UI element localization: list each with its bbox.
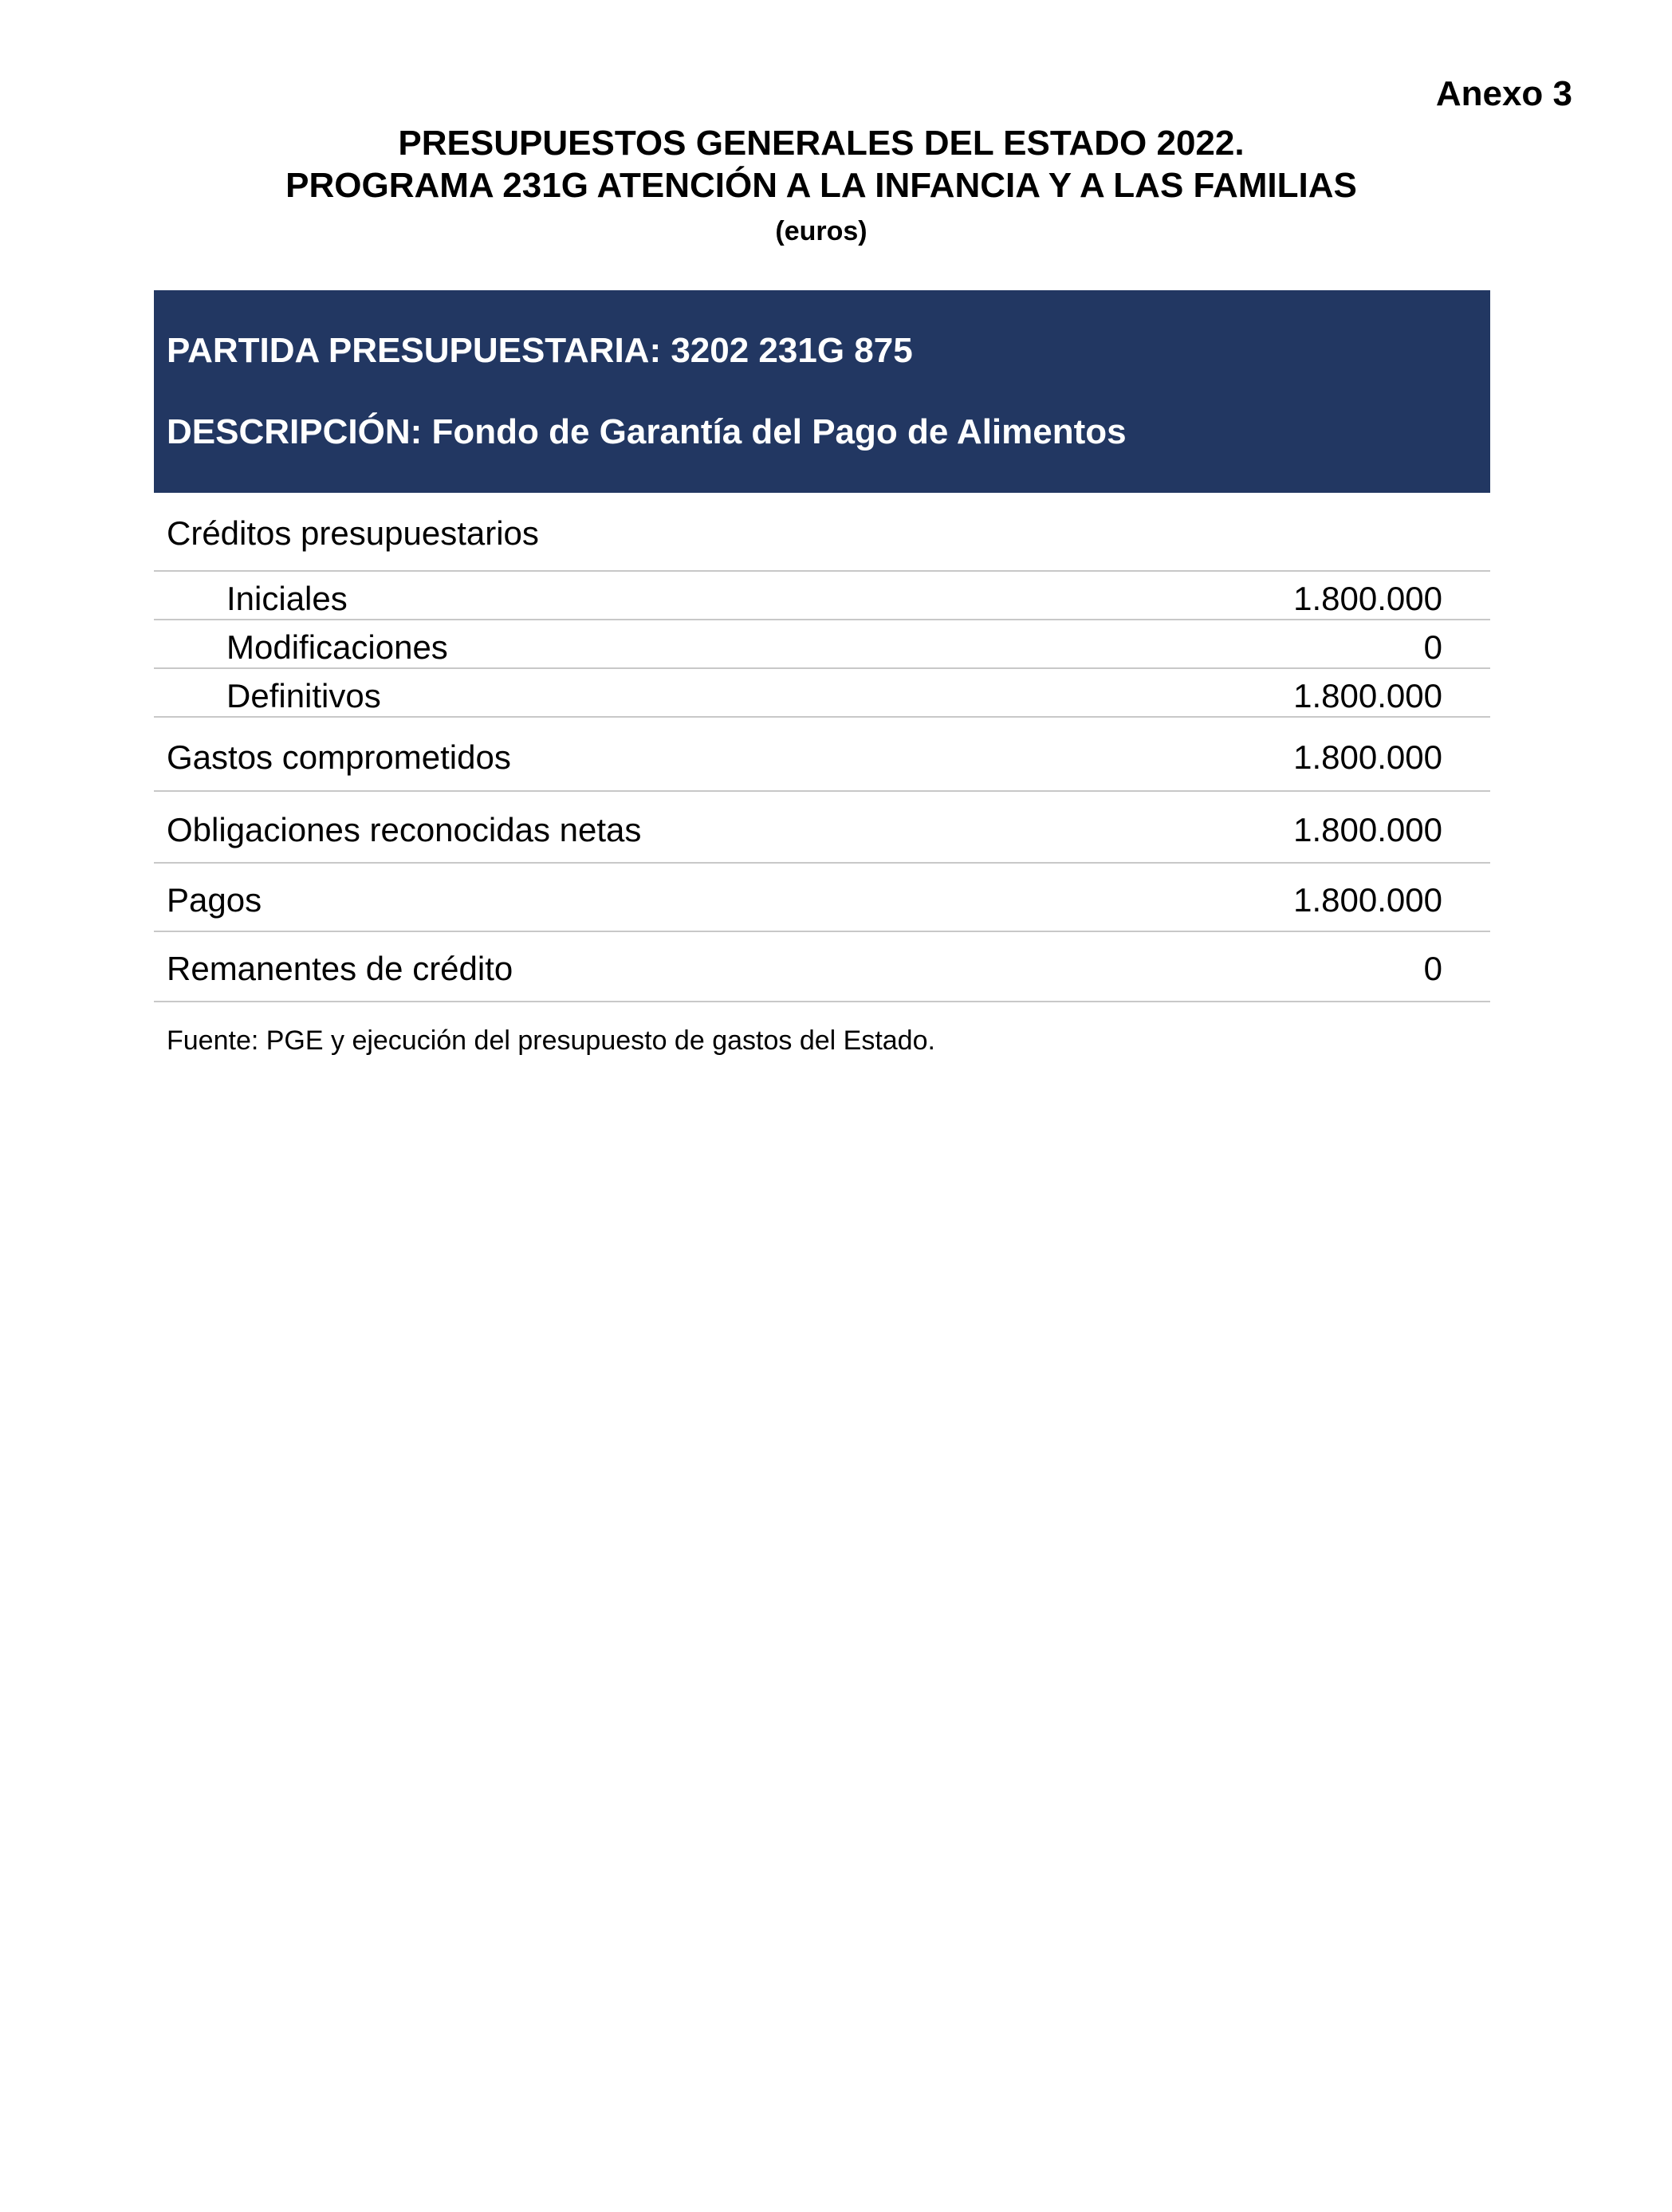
row-value: 1.800.000 bbox=[1293, 580, 1442, 617]
source-note: Fuente: PGE y ejecución del presupuesto de gastos del Estado. bbox=[167, 1025, 935, 1056]
annex-label: Anexo 3 bbox=[1435, 74, 1572, 113]
budget-item-description: DESCRIPCIÓN: Fondo de Garantía del Pago de Alimentos bbox=[167, 412, 1127, 451]
row-divider bbox=[154, 716, 1490, 718]
row-divider bbox=[154, 570, 1490, 572]
document-title-line1: PRESUPUESTOS GENERALES DEL ESTADO 2022. bbox=[398, 124, 1245, 163]
row-divider bbox=[154, 1001, 1490, 1002]
row-label: Obligaciones reconocidas netas bbox=[167, 811, 642, 848]
row-value: 1.800.000 bbox=[1293, 677, 1442, 714]
row-label: Modificaciones bbox=[226, 628, 448, 666]
row-value: 0 bbox=[1423, 628, 1442, 666]
row-label: Iniciales bbox=[226, 580, 348, 617]
row-divider bbox=[154, 790, 1490, 792]
row-value: 1.800.000 bbox=[1293, 811, 1442, 848]
row-value: 1.800.000 bbox=[1293, 738, 1442, 776]
budget-item-header bbox=[154, 290, 1490, 493]
row-value: 0 bbox=[1423, 950, 1442, 987]
row-divider bbox=[154, 667, 1490, 669]
row-label: Definitivos bbox=[226, 677, 381, 714]
document-title-line2: PROGRAMA 231G ATENCIÓN A LA INFANCIA Y A LAS FAMILIAS bbox=[285, 166, 1357, 205]
row-label: Remanentes de crédito bbox=[167, 950, 513, 987]
row-divider bbox=[154, 931, 1490, 932]
section-label: Créditos presupuestarios bbox=[167, 514, 539, 552]
units-label: (euros) bbox=[775, 216, 867, 246]
row-value: 1.800.000 bbox=[1293, 881, 1442, 919]
row-divider bbox=[154, 862, 1490, 864]
row-label: Gastos comprometidos bbox=[167, 738, 511, 776]
row-label: Pagos bbox=[167, 881, 262, 919]
budget-item-code: PARTIDA PRESUPUESTARIA: 3202 231G 875 bbox=[167, 331, 913, 370]
row-divider bbox=[154, 619, 1490, 620]
